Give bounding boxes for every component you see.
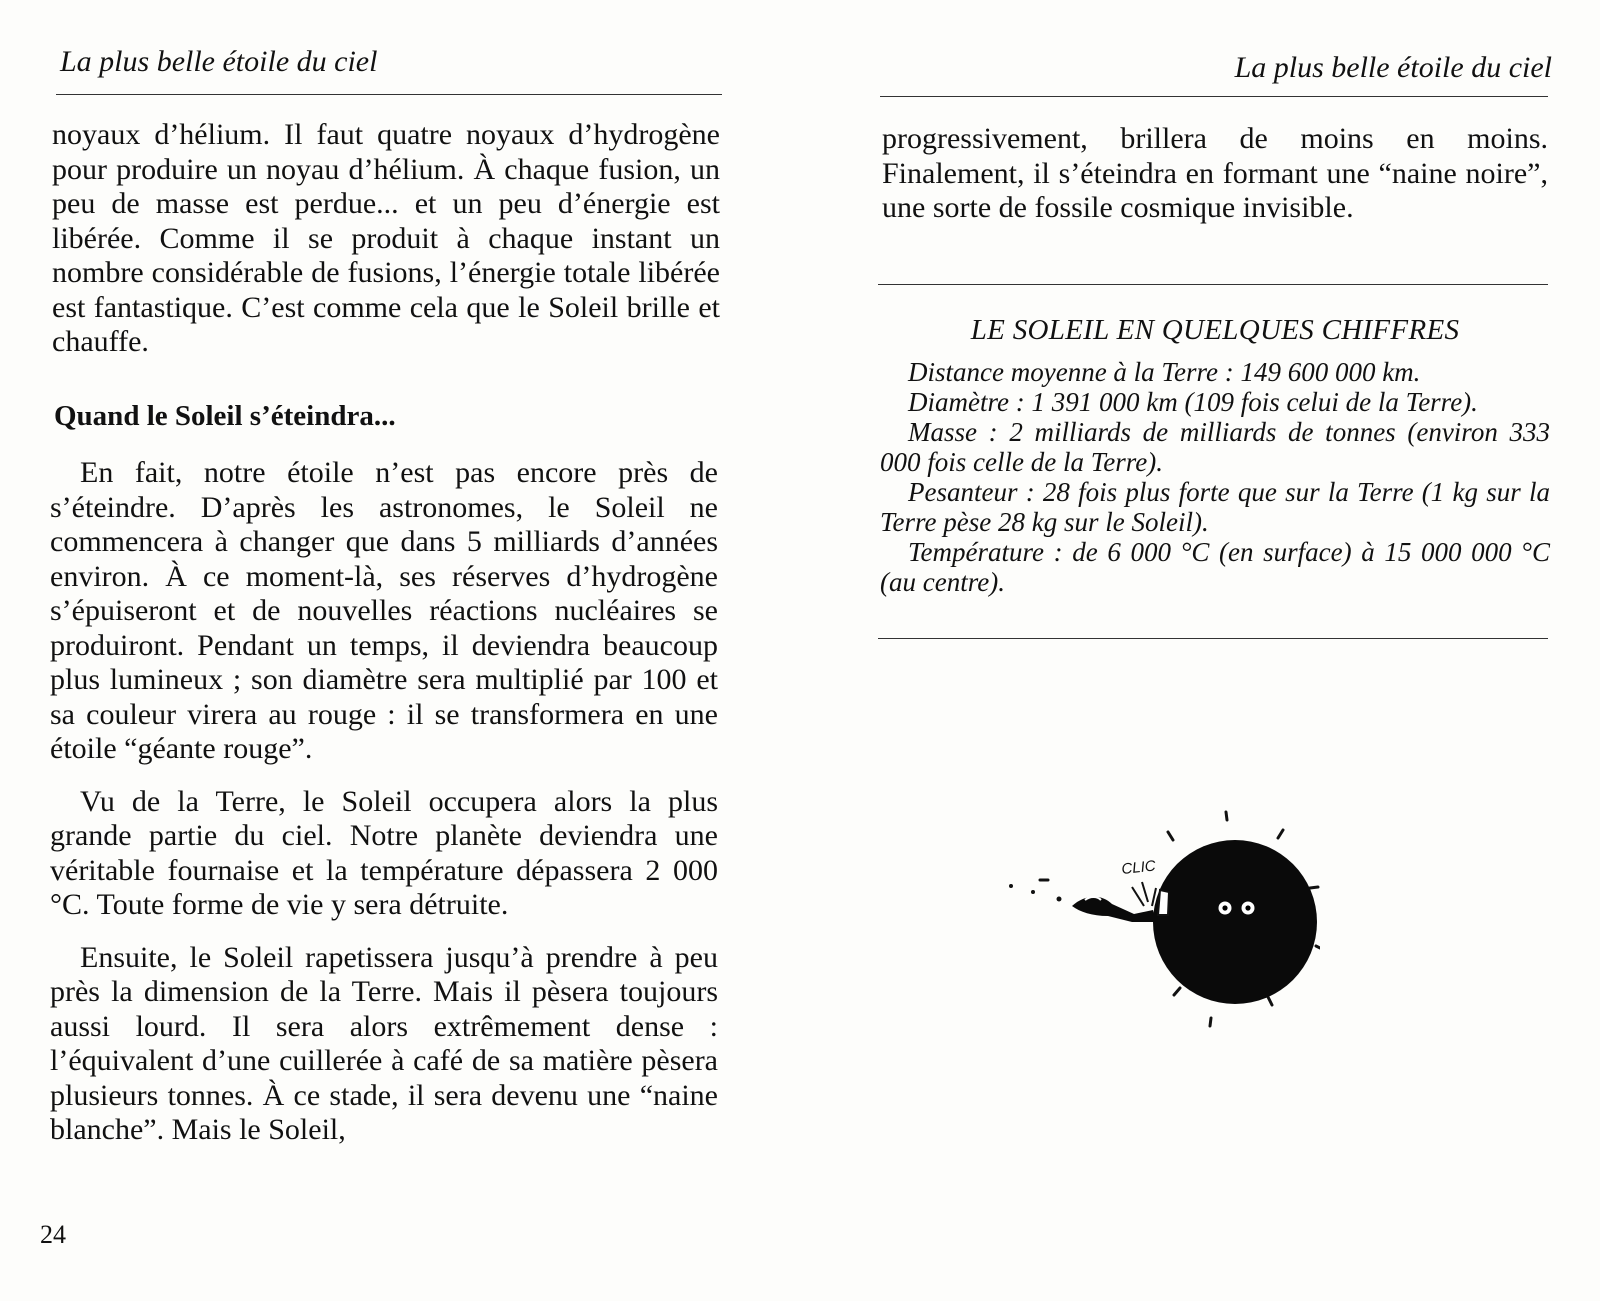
paragraph: Vu de la Terre, le Soleil occupera alors la plus grande partie du ciel. Notre planète deviendra une véritable fournaise et la température dépassera 2 000 °C. Toute forme de vie y sera détruite.: [50, 784, 718, 921]
body-text-main-left: [50, 456, 718, 1148]
running-head-right: La plus belle étoile du ciel: [1234, 51, 1552, 84]
header-rule-right: [880, 96, 1548, 97]
paragraph: noyaux d’hélium. Il faut quatre noyaux d’hydrogène pour produire un noyau d’hélium. À chaque fusion, un peu de masse est perdue... et un peu d’énergie est libérée. Comme il se produit à chaque instant un nombre considérable de fusions, l’énergie totale libérée est fantastique. C’est comme cela que le Soleil brille et chauffe.: [52, 118, 720, 358]
box-top-rule: [878, 284, 1548, 285]
black-sun-illustration: [920, 790, 1320, 1050]
paragraph: progressivement, brillera de moins en moins. Finalement, il s’éteindra en formant une “naine noire”, une sorte de fossile cosmique invisible.: [882, 122, 1548, 224]
header-rule-left: [56, 94, 722, 95]
paragraph: Ensuite, le Soleil rapetissera jusqu’à prendre à peu près la dimension de la Terre. Mais il pèsera toujours aussi lourd. Il sera alors extrêmement dense : l’équivalent d’une cuillerée à café de sa matière pèsera plusieurs tonnes. À ce stade, il sera devenu une “naine blanche”. Mais le Soleil,: [50, 940, 718, 1146]
box-bottom-rule: [878, 638, 1548, 639]
body-text-top-left: [52, 118, 720, 360]
sun-switch-drawing: [920, 790, 1320, 1050]
page-number: 24: [40, 1220, 66, 1249]
fact-gravity: Pesanteur : 28 fois plus forte que sur la Terre (1 kg sur la Terre pèse 28 kg sur le Soleil).: [880, 477, 1550, 537]
fact-temperature: Température : de 6 000 °C (en surface) à 15 000 000 °C (au centre).: [880, 537, 1550, 597]
clic-sound-label: CLIC: [1120, 857, 1157, 878]
fact-distance: Distance moyenne à la Terre : 149 600 000 km.: [908, 357, 1421, 387]
section-heading: Quand le Soleil s’éteindra...: [54, 400, 396, 432]
body-text-top-right: [882, 122, 1548, 226]
paragraph: En fait, notre étoile n’est pas encore près de s’éteindre. D’après les astronomes, le Soleil ne commencera à changer que dans 5 milliards d’années environ. À ce moment-là, ses réserves d’hydrogène s’épuiseront et de nouvelles réactions nucléaires se produiront. Pendant un temps, il deviendra beaucoup plus lumineux ; son diamètre sera multiplié par 100 et sa couleur virera au rouge : il se transformera en une étoile “géante rouge”.: [50, 456, 718, 765]
right-page: [800, 0, 1600, 1301]
facts-box: [880, 357, 1550, 597]
running-head-left: La plus belle étoile du ciel: [60, 45, 378, 78]
fact-mass: Masse : 2 milliards de milliards de tonnes (environ 333 000 fois celle de la Terre).: [880, 417, 1550, 477]
fact-diameter: Diamètre : 1 391 000 km (109 fois celui de la Terre).: [908, 387, 1478, 417]
facts-box-title: LE SOLEIL EN QUELQUES CHIFFRES: [970, 314, 1460, 346]
